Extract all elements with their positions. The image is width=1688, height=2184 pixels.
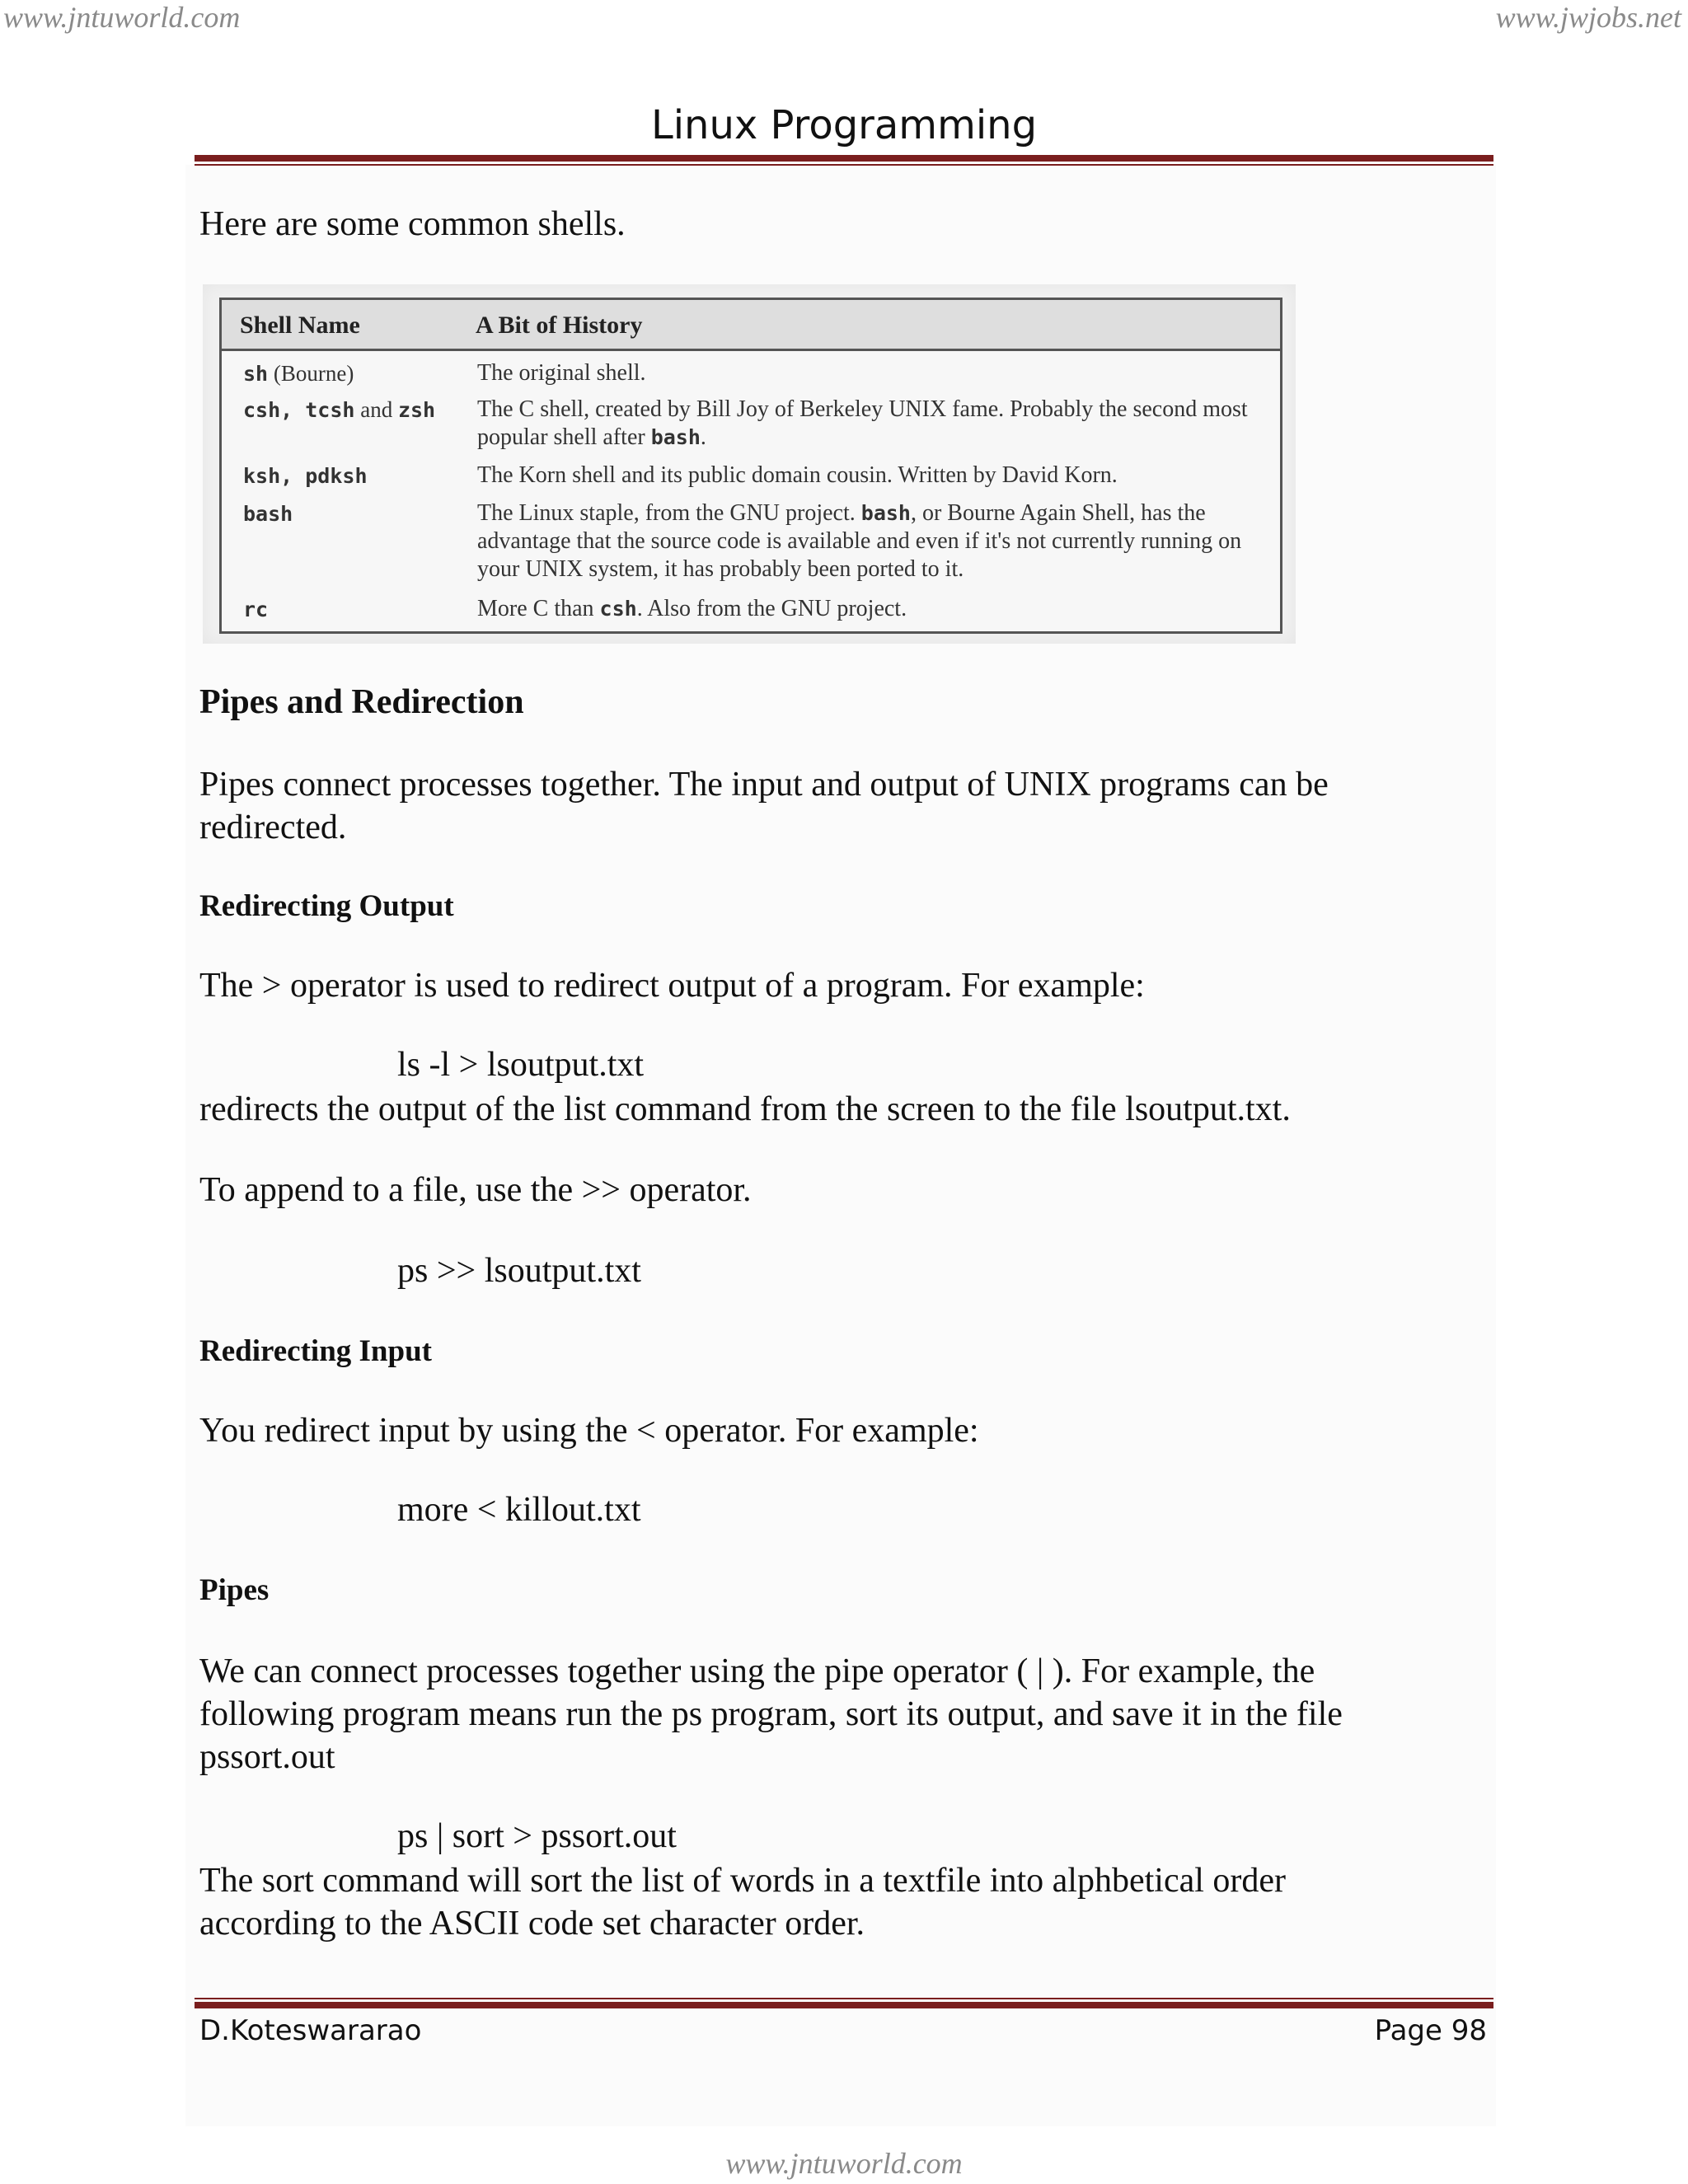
table-cell-name: bash	[243, 502, 293, 526]
table-header-history: A Bit of History	[476, 312, 643, 339]
code-example: ps >> lsoutput.txt	[397, 1252, 641, 1290]
paragraph-line: You redirect input by using the < operator. For example:	[199, 1412, 979, 1450]
page-title: Linux Programming	[650, 102, 1038, 148]
table-cell-name: sh (Bourne)	[243, 361, 354, 386]
heading-pipes: Pipes	[199, 1573, 270, 1607]
footer-author: D.Koteswararao	[199, 2014, 422, 2047]
paragraph-line: To append to a file, use the >> operator.	[199, 1171, 752, 1209]
table-cell-history: More C than csh. Also from the GNU project.	[477, 596, 907, 621]
table-cell-history: The Linux staple, from the GNU project. bash, or Bourne Again Shell, has the advantage that the source code is available and even if it's not currently running on your UNIX system, it has probably been ported to it.	[477, 500, 1242, 582]
paragraph-line: Pipes connect processes together. The input and output of UNIX programs can be	[199, 766, 1329, 804]
paragraph-line: redirects the output of the list command from the screen to the file lsoutput.txt.	[199, 1090, 1291, 1128]
paragraph-line: redirected.	[199, 808, 347, 846]
footer-page-number: Page 98	[1374, 2014, 1487, 2047]
watermark-top-right: www.jwjobs.net	[1495, 1, 1681, 34]
footer-rule-thin	[195, 1998, 1493, 1999]
heading-redirecting-output: Redirecting Output	[199, 889, 454, 923]
heading-pipes-and-redirection: Pipes and Redirection	[199, 683, 524, 721]
paragraph-line: following program means run the ps program, sort its output, and save it in the file	[199, 1695, 1343, 1733]
code-example: more < killout.txt	[397, 1491, 641, 1529]
table-header-shell-name: Shell Name	[240, 312, 360, 339]
paragraph-line: The sort command will sort the list of words in a textfile into alphbetical order	[199, 1862, 1287, 1900]
table-cell-history: The Korn shell and its public domain cousin. Written by David Korn.	[477, 462, 1118, 488]
table-cell-name: ksh, pdksh	[243, 464, 368, 488]
shell-table	[219, 298, 1282, 634]
table-cell-history: The original shell.	[477, 360, 646, 386]
watermark-bottom: www.jntuworld.com	[725, 2147, 963, 2180]
heading-redirecting-input: Redirecting Input	[199, 1334, 432, 1368]
watermark-top-left: www.jntuworld.com	[3, 1, 241, 34]
code-example: ls -l > lsoutput.txt	[397, 1046, 645, 1084]
table-cell-name: rc	[243, 598, 269, 621]
header-rule-thick	[195, 155, 1493, 162]
table-header-row	[222, 300, 1280, 351]
code-example: ps | sort > pssort.out	[397, 1817, 677, 1855]
table-cell-history: The C shell, created by Bill Joy of Berkeley UNIX fame. Probably the second most popular shell after bash.	[477, 396, 1248, 450]
footer-rule-thick	[195, 2002, 1493, 2008]
header-rule-thin	[195, 164, 1493, 166]
table-cell-name: csh, tcsh and zsh	[243, 397, 436, 422]
shell-table-image	[203, 284, 1296, 644]
paragraph-line: We can connect processes together using the pipe operator ( | ). For example, the	[199, 1652, 1315, 1690]
paragraph-line: The > operator is used to redirect output of a program. For example:	[199, 967, 1145, 1005]
intro-text: Here are some common shells.	[199, 205, 626, 243]
paragraph-line: according to the ASCII code set character order.	[199, 1905, 865, 1943]
paragraph-line: pssort.out	[199, 1738, 335, 1776]
